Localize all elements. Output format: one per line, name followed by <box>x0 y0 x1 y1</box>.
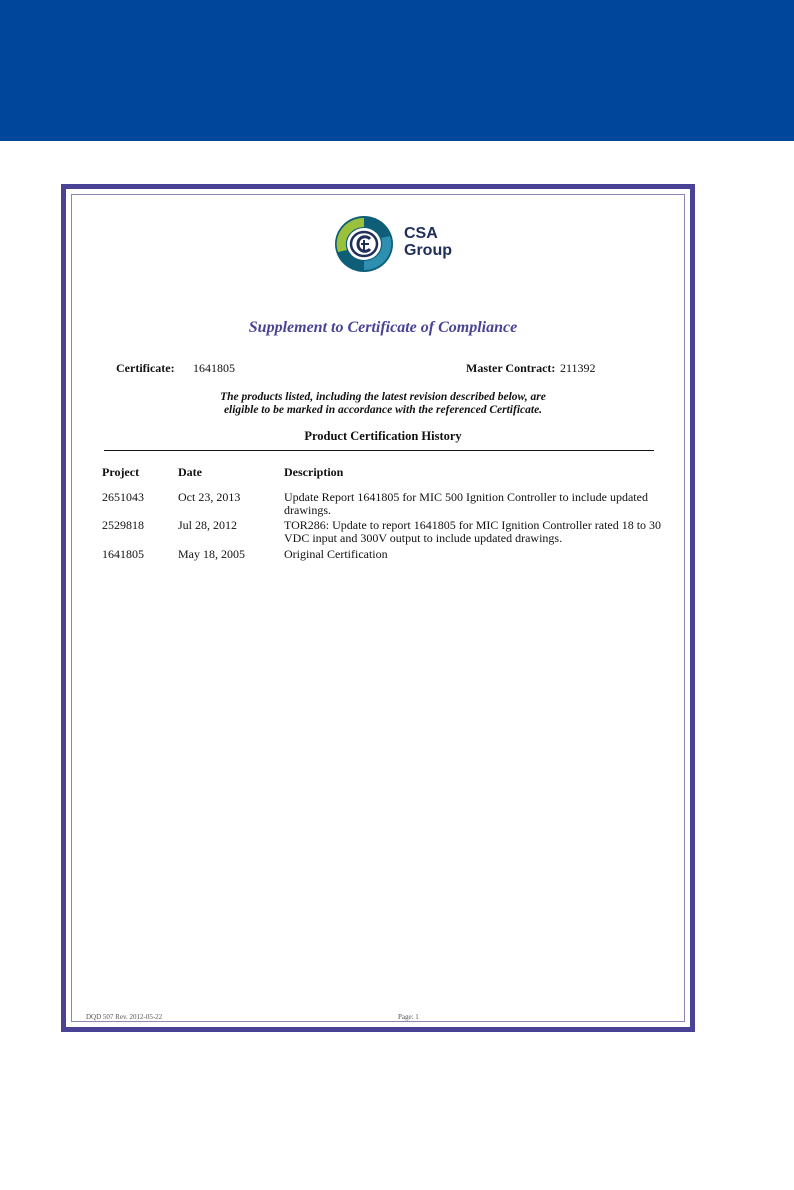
master-contract-field <box>466 361 555 376</box>
certificate-label: Certificate: <box>116 361 175 375</box>
logo-text-csa: CSA <box>404 225 438 242</box>
csa-emblem-icon <box>334 214 396 274</box>
certificate-page <box>71 194 685 1022</box>
row-description <box>284 548 664 561</box>
logo-text-group: Group <box>404 242 452 259</box>
description-line: TOR286: Update to report 1641805 for MIC Ignition Controller rated 18 to 30 <box>284 518 662 532</box>
column-header-project: Project <box>102 465 140 479</box>
row-project: 2529818 <box>102 518 144 532</box>
row-date: Oct 23, 2013 <box>178 490 241 504</box>
row-description <box>284 519 664 545</box>
top-header-band <box>0 0 794 141</box>
eligibility-note <box>72 391 694 417</box>
note-line: The products listed, including the latest revision described below, are <box>220 391 546 403</box>
row-project: 2651043 <box>102 490 144 504</box>
master-contract-number: 211392 <box>560 361 596 375</box>
row-project: 1641805 <box>102 547 144 561</box>
document-title: Supplement to Certificate of Compliance <box>248 319 518 336</box>
logo-wordmark <box>404 225 452 259</box>
column-header-description: Description <box>284 465 344 479</box>
csa-group-logo <box>334 214 454 274</box>
description-line: Update Report 1641805 for MIC 500 Ignition Controller to include updated <box>284 490 648 504</box>
column-header-date: Date <box>178 465 202 479</box>
description-line: Original Certification <box>284 547 388 561</box>
row-description <box>284 491 664 517</box>
certificate-field <box>116 361 175 376</box>
row-date: Jul 28, 2012 <box>178 518 238 532</box>
certificate-frame <box>61 184 695 1032</box>
note-line: eligible to be marked in accordance with the referenced Certificate. <box>223 404 543 416</box>
certificate-number: 1641805 <box>193 361 235 375</box>
divider <box>104 450 654 451</box>
section-title: Product Certification History <box>304 429 462 443</box>
description-line: drawings. <box>284 503 331 517</box>
row-date: May 18, 2005 <box>178 547 245 561</box>
footer-page-number: Page: 1 <box>398 1013 419 1021</box>
footer-revision: DQD 507 Rev. 2012-05-22 <box>86 1013 163 1021</box>
master-contract-label: Master Contract: <box>466 361 556 375</box>
description-line: VDC input and 300V output to include updated drawings. <box>284 531 563 545</box>
